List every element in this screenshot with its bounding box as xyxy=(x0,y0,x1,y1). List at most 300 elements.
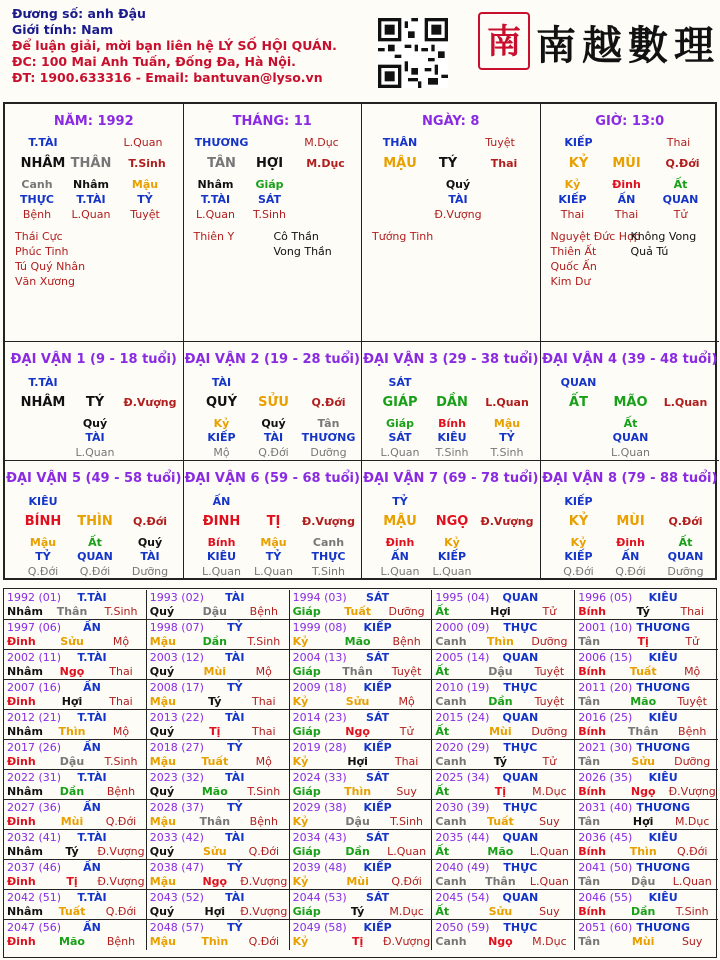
year-branch: Thân xyxy=(627,725,659,738)
year-cell xyxy=(4,770,147,800)
hidden-stem: Kỷ xyxy=(564,178,581,191)
year-stem: Ất xyxy=(435,905,450,918)
year-label: 2017 (26) xyxy=(7,741,62,754)
year-stage: Đ.Vượng xyxy=(668,785,716,798)
year-branch: Ngọ xyxy=(630,785,656,798)
year-god: SÁT xyxy=(366,771,390,784)
year-cell xyxy=(290,710,433,740)
year-stage: T.Sinh xyxy=(247,635,281,648)
year-branch: Thìn xyxy=(344,785,372,798)
year-stem: Bính xyxy=(578,845,607,858)
year-stem: Giáp xyxy=(292,785,321,798)
owner-name: Đương số: anh Đậu xyxy=(12,6,146,21)
hidden-god: TÀI xyxy=(263,431,284,444)
year-label: 2012 (21) xyxy=(7,711,62,724)
year-god: QUAN xyxy=(502,831,539,844)
hidden-stage: L.Quan xyxy=(611,446,650,459)
year-stage: Dưỡng xyxy=(531,635,568,648)
year-label: 2016 (25) xyxy=(578,711,633,724)
hidden-stem: Giáp xyxy=(385,417,415,430)
year-branch: Sửu xyxy=(488,905,513,918)
year-cell xyxy=(147,620,290,650)
year-stem: Mậu xyxy=(149,755,176,768)
year-god: QUAN xyxy=(502,771,539,784)
year-stem: Đinh xyxy=(7,755,36,768)
year-stage: Đ.Vượng xyxy=(240,875,288,888)
year-cell xyxy=(290,770,433,800)
year-cell xyxy=(290,860,433,890)
year-god: TỶ xyxy=(227,741,243,754)
pillar-top-right: Thai xyxy=(666,136,691,149)
year-stage: L.Quan xyxy=(672,875,712,888)
year-cell xyxy=(290,890,433,920)
year-branch: Mão xyxy=(344,635,371,648)
dai-van-cell xyxy=(362,342,541,461)
year-god: KIÊU xyxy=(648,891,678,904)
year-label: 2041 (50) xyxy=(578,861,633,874)
year-stage: Mộ xyxy=(398,695,415,708)
year-label: 2010 (19) xyxy=(435,681,490,694)
year-cell xyxy=(4,890,147,920)
year-stem: Tân xyxy=(578,875,601,888)
year-label: 2005 (14) xyxy=(435,651,490,664)
dai-van-branch: DẦN xyxy=(436,395,468,410)
year-stem: Tân xyxy=(578,935,601,948)
dai-van-branch: TÝ xyxy=(85,395,105,410)
hidden-god: TỶ xyxy=(35,550,51,563)
year-branch: Tuất xyxy=(344,605,371,618)
year-stage: Tử xyxy=(542,755,557,768)
year-stage: Dưỡng xyxy=(674,755,711,768)
year-branch: Mùi xyxy=(489,725,512,738)
year-god: SÁT xyxy=(366,591,390,604)
year-stem: Kỷ xyxy=(292,635,309,648)
hidden-stem: Kỷ xyxy=(213,417,230,430)
hidden-stage: Dưỡng xyxy=(310,446,347,459)
star-left: Kim Dư xyxy=(550,275,591,288)
year-label: 1995 (04) xyxy=(435,591,490,604)
year-stem: Mậu xyxy=(149,935,176,948)
year-god: QUAN xyxy=(502,891,539,904)
year-stage: Đ.Vượng xyxy=(97,875,145,888)
year-branch: Sửu xyxy=(60,635,84,648)
year-branch: Sửu xyxy=(631,755,655,768)
year-cell xyxy=(432,890,575,920)
year-god: KIẾP xyxy=(363,681,392,694)
dai-van-cell xyxy=(541,342,720,461)
year-stem: Nhâm xyxy=(7,665,43,678)
year-stage: Tử xyxy=(542,605,557,618)
hidden-stage: Q.Đới xyxy=(258,446,289,459)
year-cell xyxy=(575,830,718,860)
year-cell xyxy=(147,860,290,890)
year-branch: Ngọ xyxy=(345,725,370,738)
hidden-stage: L.Quan xyxy=(380,565,420,578)
year-label: 2048 (57) xyxy=(149,921,204,934)
year-cell xyxy=(290,620,433,650)
hidden-god: KIÊU xyxy=(437,431,467,444)
year-god: KIẾP xyxy=(363,801,392,814)
year-cell xyxy=(4,710,147,740)
year-branch: Mão xyxy=(201,785,228,798)
hidden-stage: Đ.Vượng xyxy=(434,208,482,221)
dai-van-stem: NHÂM xyxy=(20,395,66,410)
year-cell xyxy=(432,590,575,620)
dai-van-stem: BÍNH xyxy=(24,514,62,529)
year-god: KIÊU xyxy=(648,651,678,664)
year-cell xyxy=(432,860,575,890)
year-label: 2027 (36) xyxy=(7,801,62,814)
hidden-stem: Bính xyxy=(438,417,466,430)
year-label: 2009 (18) xyxy=(292,681,347,694)
year-stem: Đinh xyxy=(7,815,36,828)
year-god: THỰC xyxy=(503,741,538,754)
year-cell xyxy=(4,680,147,710)
header-info xyxy=(12,6,337,86)
pillar-stem: TÂN xyxy=(207,156,236,171)
year-label: 1996 (05) xyxy=(578,591,633,604)
year-stage: Suy xyxy=(539,905,560,918)
pillar-stem: KỶ xyxy=(568,156,589,171)
hidden-stem: Canh xyxy=(21,178,53,191)
year-cell xyxy=(147,830,290,860)
year-cell xyxy=(290,920,433,950)
year-label: 2038 (47) xyxy=(149,861,204,874)
year-label: 2037 (46) xyxy=(7,861,62,874)
year-cell xyxy=(575,680,718,710)
dai-van-cell xyxy=(5,342,184,461)
dai-van-branch: MÙI xyxy=(616,514,645,529)
year-label: 2040 (49) xyxy=(435,861,490,874)
star-left: Phúc Tinh xyxy=(15,245,69,258)
hidden-god: QUAN xyxy=(612,431,649,444)
year-stage: Suy xyxy=(539,815,560,828)
year-stage: M.Dục xyxy=(389,905,424,918)
year-god: ẤN xyxy=(83,741,101,754)
year-stem: Bính xyxy=(578,905,607,918)
year-god: THƯƠNG xyxy=(636,621,691,634)
year-stem: Kỷ xyxy=(292,875,309,888)
hidden-stage: Tuyệt xyxy=(130,208,160,221)
year-stem: Giáp xyxy=(292,725,321,738)
year-cell xyxy=(432,740,575,770)
year-stage: L.Quan xyxy=(529,875,569,888)
hidden-god: THƯƠNG xyxy=(301,431,356,444)
year-stem: Nhâm xyxy=(7,725,43,738)
year-cell xyxy=(290,650,433,680)
year-label: 2025 (34) xyxy=(435,771,490,784)
year-branch: Thìn xyxy=(201,935,229,948)
year-label: 2023 (32) xyxy=(149,771,204,784)
dai-van-stage: L.Quan xyxy=(663,396,708,409)
hidden-stem: Ất xyxy=(88,536,102,549)
year-branch: Hợi xyxy=(347,755,368,768)
year-branch: Dậu xyxy=(345,815,370,828)
hidden-god: SÁT xyxy=(257,193,282,206)
year-cell xyxy=(575,800,718,830)
dai-van-god: KIẾP xyxy=(564,495,593,508)
dai-van-god: TÀI xyxy=(211,376,232,389)
year-stem: Bính xyxy=(578,605,607,618)
year-branch: Dậu xyxy=(630,875,656,888)
hidden-stem: Đinh xyxy=(612,178,641,191)
dai-van-cell xyxy=(5,461,184,580)
dai-van-god: TỶ xyxy=(392,495,408,508)
year-stem: Đinh xyxy=(7,635,36,648)
dai-van-branch: TỊ xyxy=(266,514,281,529)
year-stem: Quý xyxy=(149,665,175,678)
year-branch: Hợi xyxy=(204,905,226,918)
year-branch: Dần xyxy=(630,905,656,918)
year-branch: Hợi xyxy=(490,605,511,618)
year-branch: Tý xyxy=(350,905,365,918)
year-stem: Canh xyxy=(435,755,467,768)
hidden-stem: Nhâm xyxy=(197,178,234,191)
year-branch: Thìn xyxy=(629,845,657,858)
year-stem: Mậu xyxy=(149,635,176,648)
hidden-stage: T.Sinh xyxy=(490,446,524,459)
hidden-stem: Tân xyxy=(317,417,340,430)
dai-van-stem: QUÝ xyxy=(205,395,238,410)
year-god: T.TÀI xyxy=(77,831,107,844)
year-stage: Q.Đới xyxy=(248,845,280,858)
year-branch: Tý xyxy=(208,695,222,708)
year-label: 2008 (17) xyxy=(149,681,204,694)
year-stem: Mậu xyxy=(149,875,176,888)
year-stem: Đinh xyxy=(7,695,36,708)
pillar-god: KIẾP xyxy=(564,136,593,149)
pillar-branch-god: T.Sinh xyxy=(128,157,166,170)
year-label: 2004 (13) xyxy=(292,651,347,664)
year-god: ẤN xyxy=(83,921,101,934)
pillar-branch: HỢI xyxy=(255,156,284,171)
dai-van-stem: MẬU xyxy=(383,514,417,529)
star-left: Tú Quý Nhân xyxy=(15,260,86,273)
year-stage: Thai xyxy=(252,725,276,738)
pillar-title: THÁNG: 11 xyxy=(232,114,312,129)
year-label: 2047 (56) xyxy=(7,921,62,934)
year-stem: Kỷ xyxy=(292,935,309,948)
dai-van-title: ĐẠI VẬN 1 (9 - 18 tuổi) xyxy=(10,352,177,367)
year-god: KIẾP xyxy=(363,621,392,634)
year-branch: Mùi xyxy=(631,935,655,948)
hidden-stage: Dưỡng xyxy=(131,565,169,578)
hidden-god: TỶ xyxy=(499,431,515,444)
hidden-god: T.TÀI xyxy=(76,193,106,206)
year-stage: Suy xyxy=(396,785,417,798)
year-label: 2024 (33) xyxy=(292,771,347,784)
year-branch: Thân xyxy=(199,815,231,828)
year-stage: Q.Đới xyxy=(248,935,280,948)
logo-text: 南越數理 xyxy=(536,22,720,69)
year-stem: Tân xyxy=(578,695,601,708)
pillar-branch-god: Q.Đới xyxy=(665,157,700,170)
address-line: ĐC: 100 Mai Anh Tuấn, Đống Đa, Hà Nội. xyxy=(12,54,296,69)
year-stem: Quý xyxy=(149,605,175,618)
year-branch: Sửu xyxy=(345,695,370,708)
year-branch: Hợi xyxy=(632,815,654,828)
dai-van-title: ĐẠI VẬN 4 (39 - 48 tuổi) xyxy=(542,352,718,367)
pillar-branch: MÙI xyxy=(612,156,641,171)
hidden-stem: Giáp xyxy=(255,178,284,191)
year-stem: Quý xyxy=(149,845,175,858)
hidden-stage: Thai xyxy=(560,208,585,221)
year-cell xyxy=(147,800,290,830)
year-branch: Tý xyxy=(636,605,650,618)
year-stage: Mộ xyxy=(112,725,130,738)
year-branch: Thìn xyxy=(58,725,86,738)
year-label: 2046 (55) xyxy=(578,891,633,904)
hidden-stem: Quý xyxy=(137,536,163,549)
year-god: TỶ xyxy=(227,921,243,934)
year-stage: Thai xyxy=(252,695,276,708)
year-stem: Bính xyxy=(578,665,607,678)
year-stem: Ất xyxy=(435,845,450,858)
year-branch: Mùi xyxy=(203,665,227,678)
dai-van-stem: KỶ xyxy=(568,514,589,529)
year-cell xyxy=(147,680,290,710)
year-stem: Ất xyxy=(435,785,450,798)
year-god: ẤN xyxy=(83,801,101,814)
hidden-god: ẤN xyxy=(621,550,640,563)
year-stage: Mộ xyxy=(684,665,701,678)
year-label: 2039 (48) xyxy=(292,861,347,874)
hidden-stage: L.Quan xyxy=(432,565,472,578)
dai-van-title: ĐẠI VẬN 3 (29 - 38 tuổi) xyxy=(363,352,539,367)
hidden-stem: Bính xyxy=(207,536,236,549)
star-left: Thiên Ất xyxy=(550,245,597,258)
year-stem: Quý xyxy=(149,905,175,918)
hidden-stem: Kỷ xyxy=(570,536,587,549)
year-stage: T.Sinh xyxy=(104,605,138,618)
hidden-stage: Mộ xyxy=(213,446,230,459)
year-stage: Tử xyxy=(685,635,700,648)
year-cell xyxy=(575,710,718,740)
year-label: 1994 (03) xyxy=(292,591,347,604)
year-god: KIẾP xyxy=(363,921,392,934)
year-branch: Tị xyxy=(66,875,78,888)
year-god: KIẾP xyxy=(363,861,392,874)
year-god: TÀI xyxy=(225,831,245,844)
year-stem: Mậu xyxy=(149,815,176,828)
year-cell xyxy=(432,710,575,740)
dai-van-title: ĐẠI VẬN 6 (59 - 68 tuổi) xyxy=(184,471,360,486)
year-label: 1998 (07) xyxy=(149,621,204,634)
year-stage: Tử xyxy=(399,725,414,738)
dai-van-god: SÁT xyxy=(388,376,412,389)
year-cell xyxy=(290,680,433,710)
year-cell xyxy=(4,620,147,650)
hidden-god: THỰC xyxy=(20,193,54,206)
year-stem: Giáp xyxy=(292,845,321,858)
hidden-god: KIẾP xyxy=(558,193,587,206)
hidden-god: ẤN xyxy=(391,550,409,563)
hidden-stage: Q.Đới xyxy=(615,565,646,578)
year-god: THƯƠNG xyxy=(636,861,691,874)
year-label: 2018 (27) xyxy=(149,741,204,754)
year-god: QUAN xyxy=(502,651,539,664)
year-stage: Thai xyxy=(109,665,133,678)
year-branch: Tý xyxy=(493,755,508,768)
year-cell xyxy=(575,860,718,890)
year-label: 2035 (44) xyxy=(435,831,490,844)
year-god: QUAN xyxy=(502,711,539,724)
year-god: TỶ xyxy=(227,861,243,874)
hidden-stage: Q.Đới xyxy=(563,565,594,578)
year-stage: Q.Đới xyxy=(105,815,137,828)
dai-van-stage: Đ.Vượng xyxy=(480,515,534,528)
year-stem: Ất xyxy=(435,725,450,738)
year-stage: Đ.Vượng xyxy=(382,935,431,948)
year-cell xyxy=(432,650,575,680)
year-stem: Canh xyxy=(435,695,467,708)
hidden-god: KIÊU xyxy=(206,550,237,563)
year-cell xyxy=(147,710,290,740)
year-label: 2006 (15) xyxy=(578,651,633,664)
hidden-stage: Q.Đới xyxy=(27,565,59,578)
year-branch: Tý xyxy=(65,845,79,858)
year-god: ẤN xyxy=(83,621,101,634)
contact-line: Để luận giải, mời bạn liên hệ LÝ SỐ HỘI QUÁN. xyxy=(12,38,337,53)
year-label: 2049 (58) xyxy=(292,921,347,934)
year-stem: Quý xyxy=(149,725,175,738)
year-god: KIÊU xyxy=(648,591,678,604)
annual-luck-table xyxy=(3,588,717,958)
hidden-god: TỶ xyxy=(137,193,153,206)
hidden-stage: T.Sinh xyxy=(253,208,286,221)
dai-van-cell xyxy=(541,461,720,580)
year-stem: Nhâm xyxy=(7,845,43,858)
dai-van-stage: Q.Đới xyxy=(668,515,703,528)
hidden-god: TÀI xyxy=(448,193,468,206)
pillar-cell xyxy=(5,104,184,342)
qr-code-icon xyxy=(378,18,448,88)
year-branch: Tị xyxy=(637,635,649,648)
year-cell xyxy=(4,800,147,830)
year-cell xyxy=(575,770,718,800)
year-god: THƯƠNG xyxy=(636,801,691,814)
year-stage: Tuyệt xyxy=(534,695,565,708)
year-branch: Mão xyxy=(59,935,85,948)
hidden-stem: Quý xyxy=(445,178,471,191)
year-branch: Mão xyxy=(630,695,657,708)
year-cell xyxy=(147,770,290,800)
year-god: TỶ xyxy=(227,621,243,634)
year-branch: Dần xyxy=(202,635,227,648)
year-cell xyxy=(432,920,575,950)
star-left: Thái Cực xyxy=(15,230,63,243)
year-god: SÁT xyxy=(366,831,390,844)
star-right: Cô Thần xyxy=(273,230,319,243)
dai-van-god: ẤN xyxy=(212,495,231,508)
year-branch: Mùi xyxy=(346,875,369,888)
year-stem: Ất xyxy=(435,665,450,678)
pillar-god: THÂN xyxy=(382,136,418,149)
hidden-stem: Mậu xyxy=(493,417,521,430)
hidden-god: KIẾP xyxy=(207,431,236,444)
year-god: T.TÀI xyxy=(77,771,107,784)
logo-seal: 南 xyxy=(478,12,530,70)
dai-van-stage: Đ.Vượng xyxy=(123,396,177,409)
pillar-stem: MẬU xyxy=(383,156,417,171)
year-stage: T.Sinh xyxy=(675,905,709,918)
year-stage: Tuyệt xyxy=(677,695,707,708)
year-stage: L.Quan xyxy=(387,845,427,858)
year-label: 2007 (16) xyxy=(7,681,62,694)
year-stage: Thai xyxy=(394,755,419,768)
year-god: TỶ xyxy=(227,801,243,814)
hidden-god: SÁT xyxy=(388,431,412,444)
